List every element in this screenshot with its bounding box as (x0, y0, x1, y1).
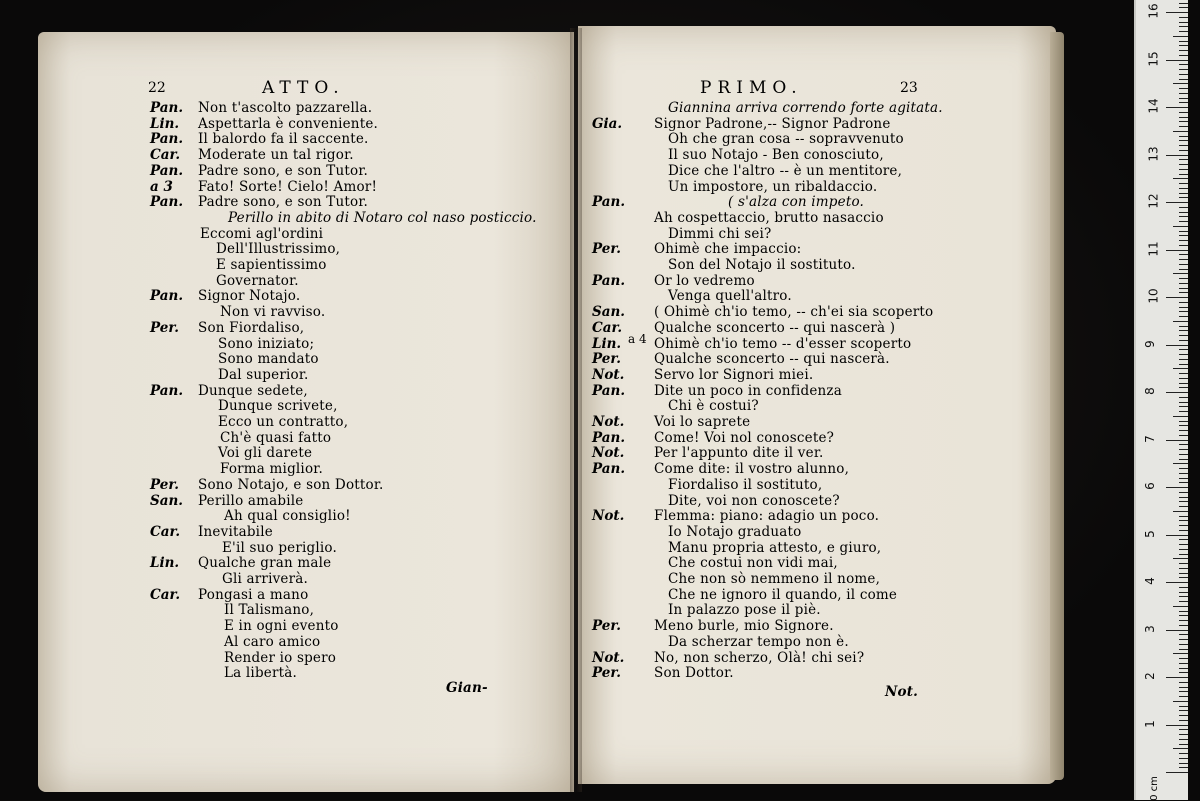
verse-line: Manu propria attesto, e giuro, (668, 539, 882, 556)
ruler-tick (1179, 549, 1188, 550)
page-edge (1050, 32, 1064, 780)
ruler-tick (1179, 516, 1188, 517)
verse-line: Voi lo saprete (654, 414, 751, 430)
ruler-tick (1166, 630, 1188, 631)
ruler-tick (1179, 387, 1188, 388)
ruler-tick (1166, 487, 1188, 488)
ruler-number: 1 (1142, 719, 1157, 728)
ruler-tick (1173, 463, 1188, 464)
verse-line: Qualche gran male (198, 555, 332, 572)
ruler-tick (1179, 183, 1188, 184)
ruler-tick (1173, 416, 1188, 417)
ruler-tick (1179, 79, 1188, 80)
ruler-tick (1179, 316, 1188, 317)
verse-line: Come! Voi nol conoscete? (654, 429, 835, 446)
verse-line: Dite un poco in confidenza (654, 382, 842, 399)
verse-line: Padre sono, e son Tutor. (198, 162, 368, 179)
ruler-tick (1179, 482, 1188, 483)
ruler-tick (1179, 682, 1188, 683)
ruler-tick (1173, 558, 1188, 559)
ruler-tick (1179, 373, 1188, 374)
ruler-tick (1179, 568, 1188, 569)
ruler-tick (1179, 7, 1188, 8)
ruler-number: 14 (1146, 98, 1161, 114)
ruler-tick (1179, 454, 1188, 455)
speaker-label: Car. (150, 147, 181, 164)
ruler-tick (1166, 725, 1188, 726)
right-page-header: PRIMO. (700, 78, 803, 98)
ruler-number: 5 (1142, 529, 1157, 538)
right-page-number: 23 (900, 80, 918, 96)
ruler-tick (1179, 687, 1188, 688)
ruler-tick (1179, 734, 1188, 735)
ruler-number: 11 (1146, 240, 1161, 257)
ruler-tick (1179, 335, 1188, 336)
ruler-tick (1179, 411, 1188, 412)
verse-line: Ah qual consiglio! (224, 508, 351, 525)
ruler-tick (1173, 273, 1188, 274)
verse-line: Sono mandato (218, 351, 319, 368)
ruler-number: 10 (1146, 288, 1161, 304)
verse-line: E sapientissimo (216, 257, 327, 273)
ruler-tick (1179, 245, 1188, 246)
verse-line: Forma miglior. (220, 461, 323, 478)
verse-line: La libertà. (224, 665, 297, 682)
ruler-tick (1166, 297, 1188, 298)
verse-line: E in ogni evento (224, 618, 339, 635)
ruler-tick (1179, 145, 1188, 146)
ruler-tick (1179, 330, 1188, 331)
ruler-tick (1179, 197, 1188, 198)
speaker-label: Per. (592, 665, 621, 682)
verse-line: In palazzo pose il piè. (668, 602, 821, 619)
ruler-number: 3 (1142, 624, 1157, 633)
ruler-tick (1179, 188, 1188, 189)
ruler-number: 9 (1142, 339, 1157, 348)
ruler-tick (1179, 573, 1188, 574)
speaker-label: Car. (150, 523, 181, 540)
ruler-tick (1179, 729, 1188, 730)
ruler-number: 2 (1142, 672, 1157, 680)
ruler-tick (1173, 321, 1188, 322)
speaker-label: Car. (592, 319, 623, 336)
ruler-tick (1179, 672, 1188, 673)
verse-line: Son del Notajo il sostituto. (668, 257, 856, 273)
left-catchword: Gian- (446, 680, 488, 696)
speaker-label: Lin. (150, 555, 180, 572)
ruler-tick (1179, 601, 1188, 602)
ruler-unit-label: 0 cm (1148, 776, 1160, 801)
ruler-tick (1179, 69, 1188, 70)
ruler-tick (1179, 435, 1188, 436)
verse-line: Sono iniziato; (218, 335, 315, 352)
verse-line: Dell'Illustrissimo, (216, 241, 341, 258)
verse-line: Da scherzar tempo non è. (668, 633, 849, 650)
ruler-number: 7 (1142, 434, 1157, 443)
left-page-number: 22 (148, 80, 166, 96)
ruler-tick (1179, 406, 1188, 407)
ruler-tick (1166, 12, 1188, 13)
ruler-tick (1179, 378, 1188, 379)
ruler-tick (1179, 397, 1188, 398)
verse-line: Ohimè che impaccio: (654, 241, 802, 258)
ruler-tick (1166, 107, 1188, 108)
speaker-label: Lin. (150, 115, 180, 132)
ruler-tick (1179, 506, 1188, 507)
ruler-tick (1179, 710, 1188, 711)
ruler-tick (1179, 311, 1188, 312)
stage-direction: Perillo in abito di Notaro col naso posticcio. (228, 209, 537, 226)
verse-line: Moderate un tal rigor. (198, 147, 354, 164)
verse-line: Servo lor Signori miei. (654, 366, 814, 383)
ruler-tick (1179, 577, 1188, 578)
ruler-tick (1179, 354, 1188, 355)
ruler-tick (1179, 231, 1188, 232)
verse-line: Eccomi agl'ordini (200, 225, 324, 242)
ruler-tick (1179, 468, 1188, 469)
ruler-tick (1179, 706, 1188, 707)
ruler-tick (1173, 131, 1188, 132)
ruler-tick (1179, 31, 1188, 32)
ruler-tick (1179, 587, 1188, 588)
ruler-tick (1179, 739, 1188, 740)
ruler-tick (1179, 221, 1188, 222)
ruler-tick (1179, 102, 1188, 103)
ruler-tick (1179, 193, 1188, 194)
ruler-tick (1179, 649, 1188, 650)
verse-line: Aspettarla è conveniente. (198, 115, 378, 132)
verse-line: Che costui non vidi mai, (668, 555, 838, 572)
speaker-label: San. (150, 492, 184, 509)
verse-line: Or lo vedremo (654, 272, 755, 289)
ruler-tick (1179, 22, 1188, 23)
verse-line: Chi è costui? (668, 398, 759, 415)
ruler-tick (1179, 767, 1188, 768)
ruler-tick (1179, 620, 1188, 621)
verse-line: Un impostore, un ribaldaccio. (668, 178, 878, 195)
verse-line: Dite, voi non conoscete? (668, 492, 840, 509)
ruler-tick (1179, 283, 1188, 284)
ruler-tick (1166, 345, 1188, 346)
verse-line: Il suo Notajo - Ben conosciuto, (668, 147, 884, 164)
ruler-tick (1179, 696, 1188, 697)
speaker-label: Pan. (592, 461, 626, 478)
verse-line: Dunque scrivete, (218, 398, 338, 415)
ruler-number: 15 (1146, 50, 1161, 67)
ruler-tick (1179, 292, 1188, 293)
ruler-tick (1166, 250, 1188, 251)
ruler-tick (1179, 425, 1188, 426)
ruler-tick (1166, 60, 1188, 61)
ruler-tick (1173, 653, 1188, 654)
speaker-label: Pan. (592, 382, 626, 399)
verse-line: Signor Notajo. (198, 288, 301, 305)
speaker-label: Per. (150, 319, 179, 336)
ruler-tick (1173, 748, 1188, 749)
ruler-tick (1179, 444, 1188, 445)
ruler-tick (1179, 611, 1188, 612)
ruler-tick (1179, 402, 1188, 403)
ruler-tick (1166, 155, 1188, 156)
ruler-number: 13 (1146, 145, 1161, 162)
ruler-tick (1179, 359, 1188, 360)
ruler-tick (1179, 554, 1188, 555)
ruler-tick (1173, 701, 1188, 702)
ruler-tick (1179, 639, 1188, 640)
ruler-number: 8 (1142, 387, 1157, 395)
verse-line: Non vi ravviso. (220, 304, 326, 321)
ruler-tick (1179, 478, 1188, 479)
ruler-tick (1166, 202, 1188, 203)
ruler-tick (1179, 473, 1188, 474)
ruler-tick (1179, 207, 1188, 208)
ruler-tick (1179, 691, 1188, 692)
ruler-tick (1179, 501, 1188, 502)
ruler-tick (1179, 112, 1188, 113)
verse-line: Ah cospettaccio, brutto nasaccio (654, 209, 884, 226)
a4-bracket-label: a 4 (628, 332, 647, 346)
speaker-label: Pan. (150, 288, 184, 305)
ruler-tick (1179, 763, 1188, 764)
verse-line: Oh che gran cosa -- sopravvenuto (668, 131, 904, 148)
ruler-tick (1179, 254, 1188, 255)
right-catchword: Not. (885, 684, 919, 700)
verse-line: Dimmi chi sei? (668, 225, 772, 242)
ruler-tick (1179, 136, 1188, 137)
verse-line: Dal superior. (218, 366, 309, 383)
ruler-tick (1179, 596, 1188, 597)
speaker-label: Per. (150, 476, 179, 493)
ruler-tick (1166, 677, 1188, 678)
speaker-label: Pan. (150, 382, 184, 399)
speaker-label: Pan. (592, 429, 626, 446)
ruler-tick (1179, 98, 1188, 99)
ruler-tick (1179, 55, 1188, 56)
ruler-tick (1179, 340, 1188, 341)
ruler-tick (1179, 349, 1188, 350)
speaker-label: Pan. (592, 194, 626, 211)
verse-line: Al caro amico (224, 633, 321, 650)
speaker-label: Not. (592, 445, 625, 462)
ruler-tick (1179, 520, 1188, 521)
verse-line: Che ne ignoro il quando, il come (668, 586, 898, 603)
verse-line: Il balordo fa il saccente. (198, 131, 369, 148)
ruler-tick (1179, 26, 1188, 27)
ruler-tick (1179, 150, 1188, 151)
ruler-tick (1179, 164, 1188, 165)
ruler-tick (1179, 720, 1188, 721)
ruler-tick (1179, 530, 1188, 531)
speaker-label: Pan. (150, 100, 184, 116)
speaker-label: Not. (592, 649, 625, 666)
verse-line: Dice che l'altro -- è un mentitore, (668, 162, 903, 179)
measuring-ruler (1134, 0, 1188, 800)
ruler-tick (1179, 615, 1188, 616)
ruler-tick (1166, 582, 1188, 583)
verse-line: Meno burle, mio Signore. (654, 618, 834, 635)
ruler-tick (1166, 440, 1188, 441)
verse-line: Signor Padrone,-- Signor Padrone (654, 115, 891, 132)
verse-line: Dunque sedete, (198, 382, 308, 399)
left-page-header: ATTO. (262, 78, 345, 98)
ruler-tick (1179, 668, 1188, 669)
ruler-tick (1173, 36, 1188, 37)
ruler-tick (1179, 544, 1188, 545)
ruler-tick (1179, 753, 1188, 754)
ruler-tick (1179, 326, 1188, 327)
ruler-tick (1179, 307, 1188, 308)
speaker-label: Lin. (592, 335, 622, 352)
ruler-tick (1179, 758, 1188, 759)
verse-line: Qualche sconcerto -- qui nascerà. (654, 351, 890, 368)
ruler-tick (1179, 449, 1188, 450)
ruler-tick (1179, 744, 1188, 745)
ruler-tick (1166, 392, 1188, 393)
verse-line: Son Dottor. (654, 665, 734, 682)
ruler-tick (1179, 121, 1188, 122)
ruler-tick (1179, 88, 1188, 89)
ruler-tick (1179, 50, 1188, 51)
verse-line: Pongasi a mano (198, 586, 309, 603)
speaker-label: Pan. (150, 194, 184, 211)
ruler-tick (1179, 525, 1188, 526)
verse-line: ( Ohimè ch'io temo, -- ch'ei sia scoperto (654, 304, 934, 321)
ruler-tick (1179, 492, 1188, 493)
verse-line: Son Fiordaliso, (198, 319, 305, 336)
ruler-tick (1179, 563, 1188, 564)
speaker-label: Pan. (150, 131, 184, 148)
ruler-tick (1179, 264, 1188, 265)
verse-line: Flemma: piano: adagio un poco. (654, 508, 880, 525)
ruler-tick (1179, 216, 1188, 217)
ruler-tick (1179, 93, 1188, 94)
ruler-tick (1179, 240, 1188, 241)
verse-line: Non t'ascolto pazzarella. (198, 100, 373, 116)
ruler-tick (1179, 364, 1188, 365)
ruler-tick (1179, 302, 1188, 303)
ruler-tick (1173, 83, 1188, 84)
verse-line: Fato! Sorte! Cielo! Amor! (198, 178, 378, 195)
speaker-label: Pan. (592, 272, 626, 289)
stage-direction: ( s'alza con impeto. (728, 194, 865, 211)
verse-line: Io Notajo graduato (668, 523, 802, 540)
ruler-tick (1179, 17, 1188, 18)
ruler-tick (1179, 169, 1188, 170)
verse-line: Venga quell'altro. (668, 288, 792, 305)
ruler-tick (1179, 41, 1188, 42)
verse-line: Qualche sconcerto -- qui nascerà ) (654, 319, 896, 336)
ruler-tick (1179, 644, 1188, 645)
ruler-tick (1173, 226, 1188, 227)
speaker-label: Per. (592, 351, 621, 368)
ruler-tick (1179, 658, 1188, 659)
verse-line: Inevitabile (198, 523, 273, 540)
ruler-tick (1179, 235, 1188, 236)
ruler-tick (1179, 64, 1188, 65)
speaker-label: Car. (150, 586, 181, 603)
ruler-tick (1173, 606, 1188, 607)
speaker-label: San. (592, 304, 626, 321)
ruler-tick (1179, 625, 1188, 626)
ruler-tick (1173, 178, 1188, 179)
ruler-tick (1179, 278, 1188, 279)
verse-line: Fiordaliso il sostituto, (668, 476, 823, 493)
ruler-tick (1179, 715, 1188, 716)
verse-line: Ch'è quasi fatto (220, 429, 332, 446)
ruler-tick (1179, 3, 1188, 4)
ruler-number: 16 (1146, 3, 1161, 19)
ruler-tick (1179, 497, 1188, 498)
ruler-tick (1179, 126, 1188, 127)
ruler-number: 12 (1146, 193, 1161, 209)
speaker-label: a 3 (150, 178, 173, 195)
ruler-tick (1179, 634, 1188, 635)
verse-line: Che non sò nemmeno il nome, (668, 571, 881, 587)
stage-direction: Giannina arriva correndo forte agitata. (668, 100, 943, 116)
speaker-label: Per. (592, 618, 621, 635)
ruler-tick (1179, 174, 1188, 175)
ruler-tick (1173, 511, 1188, 512)
verse-line: Sono Notajo, e son Dottor. (198, 476, 384, 493)
ruler-tick (1179, 45, 1188, 46)
verse-line: Ecco un contratto, (218, 414, 349, 430)
verse-line: Ohimè ch'io temo -- d'esser scoperto (654, 335, 912, 352)
ruler-number: 4 (1142, 577, 1157, 585)
ruler-tick (1179, 269, 1188, 270)
book-gutter (570, 28, 582, 792)
speaker-label: Pan. (150, 162, 184, 179)
verse-line: Per l'appunto dite il ver. (654, 445, 824, 462)
verse-line: Governator. (216, 272, 299, 289)
verse-line: Voi gli darete (218, 445, 313, 462)
ruler-tick (1179, 459, 1188, 460)
verse-line: Come dite: il vostro alunno, (654, 461, 850, 478)
verse-line: Gli arriverà. (222, 571, 308, 587)
speaker-label: Gia. (592, 115, 623, 132)
ruler-tick (1179, 421, 1188, 422)
ruler-tick (1179, 383, 1188, 384)
ruler-tick (1179, 592, 1188, 593)
open-book (30, 18, 1062, 782)
verse-line: No, non scherzo, Olà! chi sei? (654, 649, 865, 666)
ruler-tick (1179, 140, 1188, 141)
ruler-tick (1173, 368, 1188, 369)
speaker-label: Not. (592, 414, 625, 430)
verse-line: Padre sono, e son Tutor. (198, 194, 368, 211)
ruler-tick (1166, 535, 1188, 536)
ruler-tick (1179, 212, 1188, 213)
ruler-tick (1179, 663, 1188, 664)
verse-line: Perillo amabile (198, 492, 304, 509)
ruler-tick (1179, 259, 1188, 260)
speaker-label: Not. (592, 366, 625, 383)
ruler-tick (1179, 74, 1188, 75)
speaker-label: Per. (592, 241, 621, 258)
verse-line: Il Talismano, (224, 602, 315, 619)
ruler-tick (1179, 539, 1188, 540)
ruler-tick (1166, 772, 1188, 773)
ruler-number: 6 (1142, 482, 1157, 490)
verse-line: E'il suo periglio. (222, 539, 337, 556)
ruler-tick (1179, 117, 1188, 118)
ruler-tick (1179, 159, 1188, 160)
ruler-tick (1179, 430, 1188, 431)
verse-line: Render io spero (224, 649, 337, 666)
speaker-label: Not. (592, 508, 625, 525)
ruler-tick (1179, 288, 1188, 289)
